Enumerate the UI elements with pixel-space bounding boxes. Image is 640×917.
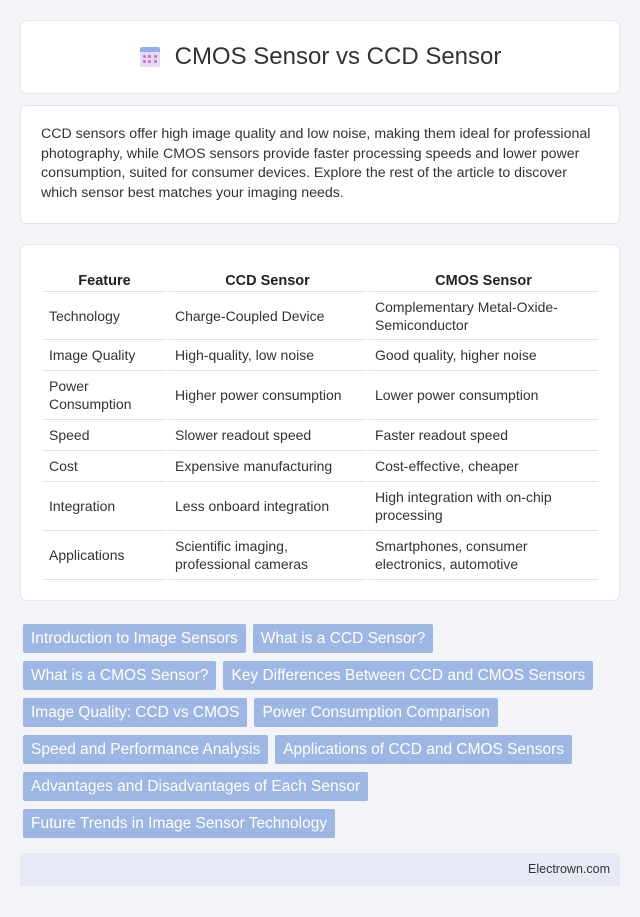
footer: [20, 853, 620, 886]
table-cell: High-quality, low noise: [166, 340, 366, 371]
table-cell: Technology: [43, 292, 166, 340]
tag-link[interactable]: What is a CMOS Sensor?: [23, 661, 216, 690]
column-header-ccd: CCD Sensor: [166, 265, 366, 292]
table-cell: Faster readout speed: [366, 420, 598, 451]
intro-text: CCD sensors offer high image quality and low noise, making them ideal for professional photography, while CMOS sensors provide faster processing speeds and lower power consumption, suited for consumer devices. Explore the rest of the article to discover which sensor best matches your imaging needs.: [41, 126, 591, 201]
page-title: CMOS Sensor vs CCD Sensor: [174, 43, 502, 70]
table-row: [43, 420, 598, 451]
tag-link[interactable]: Future Trends in Image Sensor Technology: [23, 809, 335, 838]
tag-link[interactable]: Speed and Performance Analysis: [23, 735, 268, 764]
table-row: [43, 451, 598, 482]
table-row: [43, 292, 598, 340]
intro-card: [20, 105, 620, 224]
table-cell: Cost: [43, 451, 166, 482]
comparison-table: [43, 265, 598, 580]
table-cell: Good quality, higher noise: [366, 340, 598, 371]
table-cell: Scientific imaging, professional cameras: [166, 531, 366, 580]
tag-link[interactable]: What is a CCD Sensor?: [253, 624, 434, 653]
table-cell: Speed: [43, 420, 166, 451]
tag-link[interactable]: Power Consumption Comparison: [254, 698, 497, 727]
tag-link[interactable]: Key Differences Between CCD and CMOS Sensors: [223, 661, 593, 690]
tag-link[interactable]: Advantages and Disadvantages of Each Sensor: [23, 772, 368, 801]
table-cell: High integration with on-chip processing: [366, 482, 598, 531]
table-row: [43, 371, 598, 420]
table-cell: Cost-effective, cheaper: [366, 451, 598, 482]
title-card: [20, 20, 620, 94]
table-row: [43, 482, 598, 531]
table-cell: Expensive manufacturing: [166, 451, 366, 482]
table-cell: Less onboard integration: [166, 482, 366, 531]
tag-link[interactable]: Applications of CCD and CMOS Sensors: [275, 735, 572, 764]
table-cell: Power Consumption: [43, 371, 166, 420]
table-cell: Higher power consumption: [166, 371, 366, 420]
table-cell: Integration: [43, 482, 166, 531]
calendar-icon: [139, 46, 161, 68]
topic-tags: [23, 624, 623, 846]
table-cell: Smartphones, consumer electronics, automotive: [366, 531, 598, 580]
column-header-feature: Feature: [43, 265, 166, 292]
tag-link[interactable]: Introduction to Image Sensors: [23, 624, 246, 653]
table-row: [43, 340, 598, 371]
tag-link[interactable]: Image Quality: CCD vs CMOS: [23, 698, 247, 727]
table-cell: Slower readout speed: [166, 420, 366, 451]
table-cell: Image Quality: [43, 340, 166, 371]
table-cell: Charge-Coupled Device: [166, 292, 366, 340]
table-row: [43, 531, 598, 580]
table-header-row: [43, 265, 598, 292]
column-header-cmos: CMOS Sensor: [366, 265, 598, 292]
table-cell: Applications: [43, 531, 166, 580]
table-cell: Lower power consumption: [366, 371, 598, 420]
table-cell: Complementary Metal-Oxide-Semiconductor: [366, 292, 598, 340]
footer-site-link[interactable]: Electrown.com: [528, 862, 610, 876]
comparison-table-card: [20, 244, 620, 601]
